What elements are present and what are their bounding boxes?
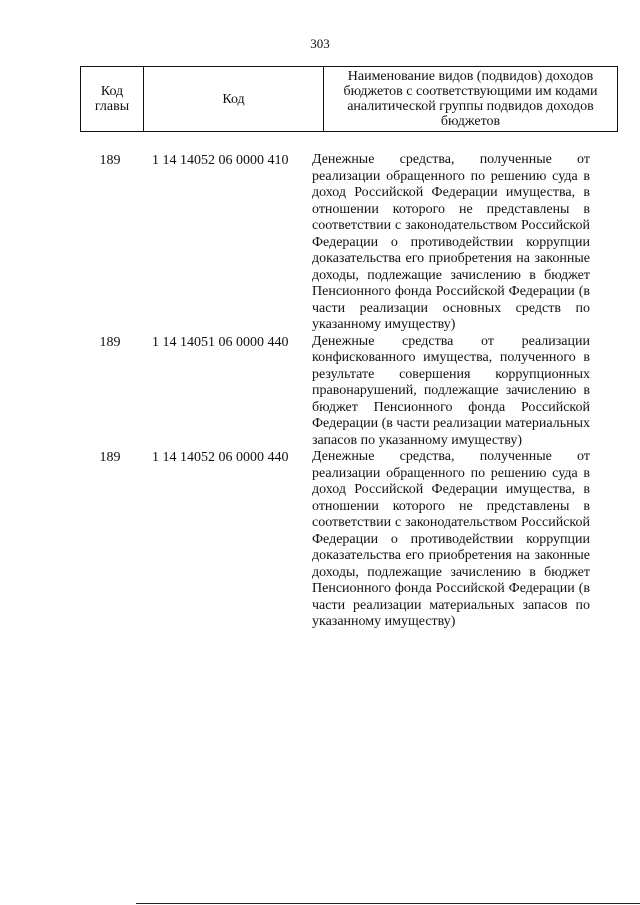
cell-chapter-code: 189 <box>99 450 121 465</box>
header-name: Наименование видов (подвидов) доходов бюджетов с соответствующими им кодами аналитической группы подвидов доходов бюджетов <box>324 67 618 132</box>
cell-chapter-code: 189 <box>99 334 121 350</box>
table-header-row <box>81 67 618 132</box>
cell-code: 1 14 14052 06 0000 440 <box>152 450 289 465</box>
cell-name: Денежные средства, полученные от реализации обращенного по решению суда в доход Российской Федерации имущества, в отношении которого не представлены в соответствии с законодательством Российской Федерации о противодействии коррупции доказательства его приобретения на законные доходы, подлежащие зачислению в бюджет Пенсионного фонда Российской Федерации (в части реализации материальных запасов по указанному имуществу) <box>312 449 590 629</box>
table-body <box>80 152 590 631</box>
cell-chapter-code: 189 <box>99 153 121 168</box>
scan-edge-line <box>136 903 640 904</box>
table-row <box>80 449 590 631</box>
table-row <box>80 152 590 334</box>
cell-name: Денежные средства от реализации конфискованного имущества, полученного в результате совершения коррупционных правонарушений, подлежащие зачислению в бюджет Пенсионного фонда Российской Федерации (в части реализации материальных запасов по указанному имуществу) <box>312 333 590 448</box>
header-code: Код <box>144 67 324 132</box>
header-chapter-code: Код главы <box>81 67 144 132</box>
cell-code: 1 14 14051 06 0000 440 <box>152 334 289 350</box>
table-row <box>80 334 590 450</box>
table-header <box>80 66 618 132</box>
page-number: 303 <box>310 36 330 51</box>
cell-name: Денежные средства, полученные от реализации обращенного по решению суда в доход Российской Федерации имущества, в отношении которого не представлены в соответствии с законодательством Российской Федерации о противодействии коррупции доказательства его приобретения на законные доходы, подлежащие зачислению в бюджет Пенсионного фонда Российской Федерации (в части реализации основных средств по указанному имуществу) <box>312 152 590 332</box>
cell-code: 1 14 14052 06 0000 410 <box>152 153 289 168</box>
